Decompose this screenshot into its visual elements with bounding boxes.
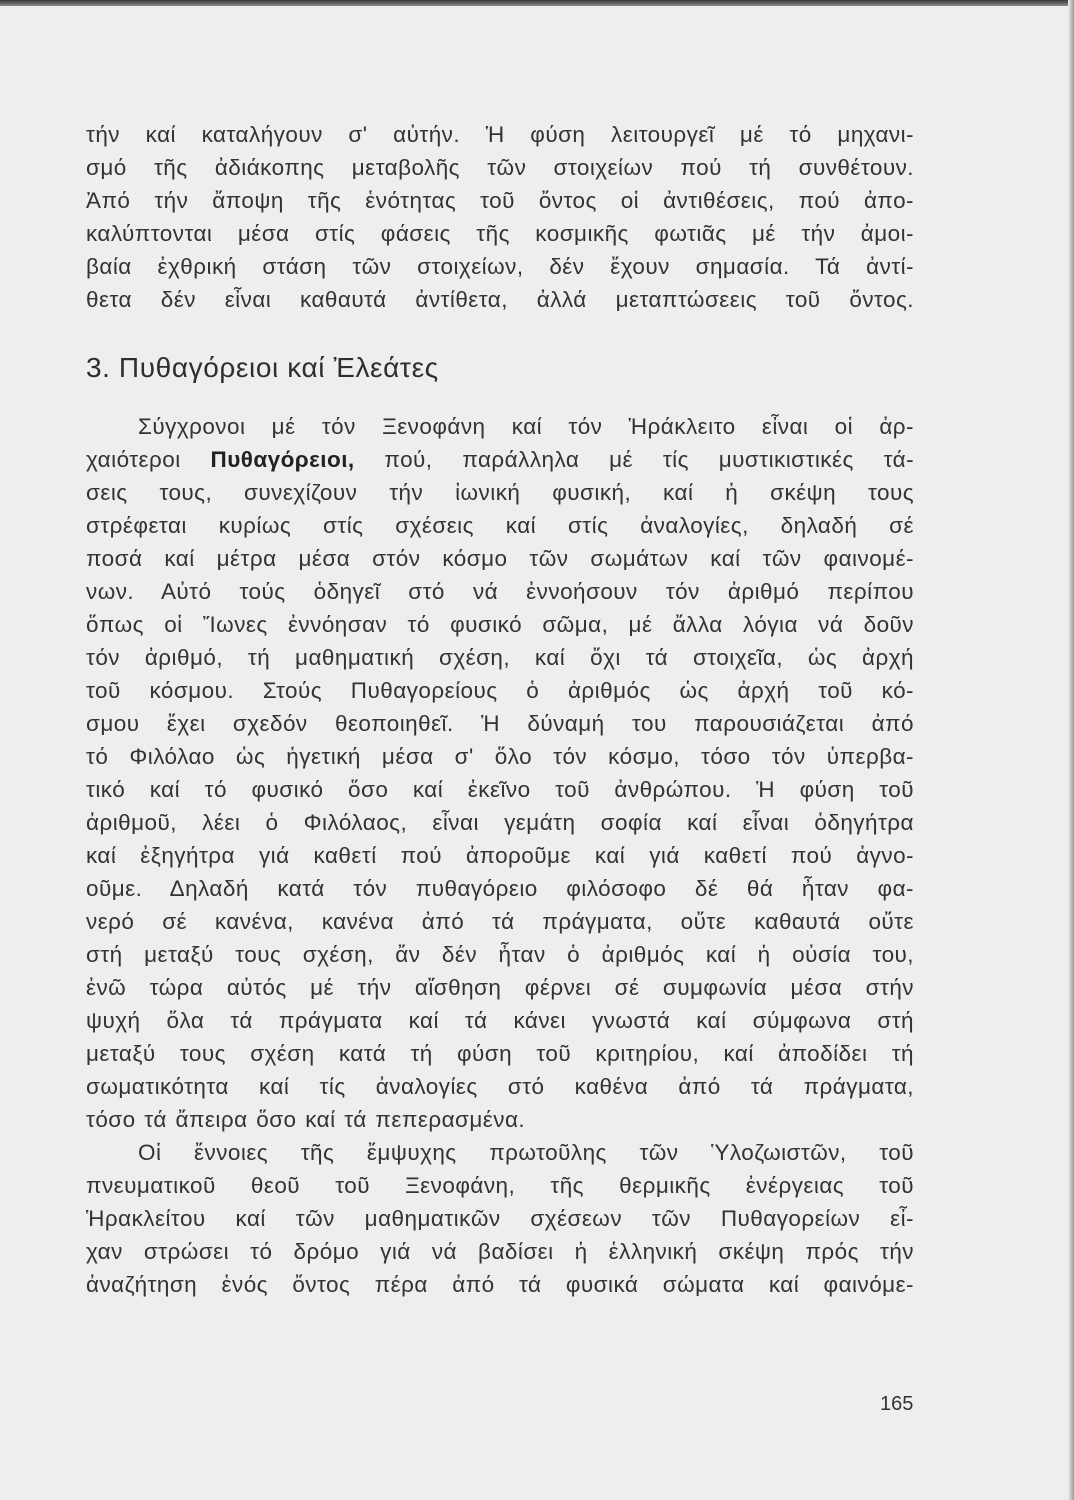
text-line: οῦμε. Δηλαδή κατά τόν πυθαγόρειο φιλόσοφο δέ θά ἦταν φα-: [86, 876, 914, 901]
scan-edge-right: [1068, 0, 1074, 1500]
text-line: μεταξύ τους σχέση κατά τή φύση τοῦ κριτηρίου, καί ἀποδίδει τή: [86, 1041, 914, 1066]
text-line: Ἡρακλείτου καί τῶν μαθηματικῶν σχέσεων τῶν Πυθαγορείων εἶ-: [86, 1206, 914, 1231]
bold-term: Πυθαγόρειοι,: [210, 447, 355, 472]
text-line: τόν ἀριθμό, τή μαθηματική σχέση, καί ὄχι τά στοιχεῖα, ὡς ἀρχή: [86, 645, 914, 670]
section-heading: 3. Πυθαγόρειοι καί Ἐλεάτες: [86, 352, 439, 383]
text-line: τικό καί τό φυσικό ὅσο καί ἐκεῖνο τοῦ ἀνθρώπου. Ἡ φύση τοῦ: [86, 777, 914, 802]
text-segment: χαιότεροι: [86, 447, 211, 472]
text-line: καί ἐξηγήτρα γιά καθετί πού ἀποροῦμε καί γιά καθετί πού ἀγνο-: [86, 843, 914, 868]
text-line: τήν καί καταλήγουν σ' αὐτήν. Ἡ φύση λειτουργεῖ μέ τό μηχανι-: [86, 122, 914, 147]
text-line: τό Φιλόλαο ὡς ἡγετική μέσα σ' ὅλο τόν κόσμο, τόσο τόν ὑπερβα-: [86, 744, 914, 769]
text-line: χαν στρώσει τό δρόμο γιά νά βαδίσει ἡ ἑλληνική σκέψη πρός τήν: [86, 1239, 914, 1264]
text-line: τόσο τά ἄπειρα ὅσο καί τά πεπερασμένα.: [86, 1107, 526, 1132]
text-line: νερό σέ κανένα, κανένα ἀπό τά πράγματα, οὔτε καθαυτά οὔτε: [86, 909, 914, 934]
text-line: [86, 443, 914, 476]
text-line: ποσά καί μέτρα μέσα στόν κόσμο τῶν σωμάτων καί τῶν φαινομέ-: [86, 546, 914, 571]
text-line: θετα δέν εἶναι καθαυτά ἀντίθετα, ἀλλά μεταπτώσεεις τοῦ ὄντος.: [86, 287, 914, 312]
text-line: σμου ἔχει σχεδόν θεοποιηθεῖ. Ἡ δύναμή του παρουσιάζεται ἀπό: [86, 711, 914, 736]
text-line: ἐνῶ τώρα αὐτός μέ τήν αἴσθηση φέρνει σέ συμφωνία μέσα στήν: [86, 975, 914, 1000]
section-paragraph-1: [86, 410, 914, 1136]
page-text: [86, 118, 914, 1301]
text-line: σεις τους, συνεχίζουν τήν ἰωνική φυσική, καί ἡ σκέψη τους: [86, 480, 914, 505]
text-line: Οἱ ἔννοιες τῆς ἔμψυχης πρωτοῦλης τῶν Ὑλοζωιστῶν, τοῦ: [138, 1140, 914, 1165]
text-line: ἀναζήτηση ἑνός ὄντος πέρα ἀπό τά φυσικά σώματα καί φαινόμε-: [86, 1272, 914, 1297]
text-line: Ἀπό τήν ἄποψη τῆς ἑνότητας τοῦ ὄντος οἱ ἀντιθέσεις, πού ἀπο-: [86, 188, 914, 213]
text-line: τοῦ κόσμου. Στούς Πυθαγορείους ὁ ἀριθμός ὡς ἀρχή τοῦ κό-: [86, 678, 914, 703]
text-line: Σύγχρονοι μέ τόν Ξενοφάνη καί τόν Ἡράκλειτο εἶναι οἱ ἀρ-: [138, 414, 914, 439]
text-line: στή μεταξύ τους σχέση, ἄν δέν ἦταν ὁ ἀριθμός καί ἡ οὐσία του,: [86, 942, 914, 967]
page-number: 165: [880, 1393, 914, 1415]
text-line: ἀριθμοῦ, λέει ὁ Φιλόλαος, εἶναι γεμάτη σοφία καί εἶναι ὁδηγήτρα: [86, 810, 914, 835]
text-segment: πού, παράλληλα μέ τίς μυστικιστικές τά-: [354, 447, 915, 472]
text-line: βαία ἐχθρική στάση τῶν στοιχείων, δέν ἔχουν σημασία. Τά ἀντί-: [86, 254, 914, 279]
text-line: ψυχή ὅλα τά πράγματα καί τά κάνει γνωστά καί σύμφωνα στή: [86, 1008, 914, 1033]
scan-edge-top: [0, 0, 1074, 6]
section-paragraph-2: [86, 1136, 914, 1301]
text-line: στρέφεται κυρίως στίς σχέσεις καί στίς ἀναλογίες, δηλαδή σέ: [86, 513, 914, 538]
text-line: καλύπτονται μέσα στίς φάσεις τῆς κοσμικῆς φωτιᾶς μέ τήν ἀμοι-: [86, 221, 914, 246]
text-line: νων. Αὐτό τούς ὁδηγεῖ στό νά ἐννοήσουν τόν ἀριθμό περίπου: [86, 579, 914, 604]
text-line: σωματικότητα καί τίς ἀναλογίες στό καθένα ἀπό τά πράγματα,: [86, 1074, 914, 1099]
text-line: σμό τῆς ἀδιάκοπης μεταβολῆς τῶν στοιχείων πού τή συνθέτουν.: [86, 155, 914, 180]
intro-paragraph: [86, 118, 914, 316]
text-line: πνευματικοῦ θεοῦ τοῦ Ξενοφάνη, τῆς θερμικῆς ἐνέργειας τοῦ: [86, 1173, 914, 1198]
text-line: ὅπως οἱ Ἴωνες ἐννόησαν τό φυσικό σῶμα, μέ ἄλλα λόγια νά δοῦν: [86, 612, 914, 637]
